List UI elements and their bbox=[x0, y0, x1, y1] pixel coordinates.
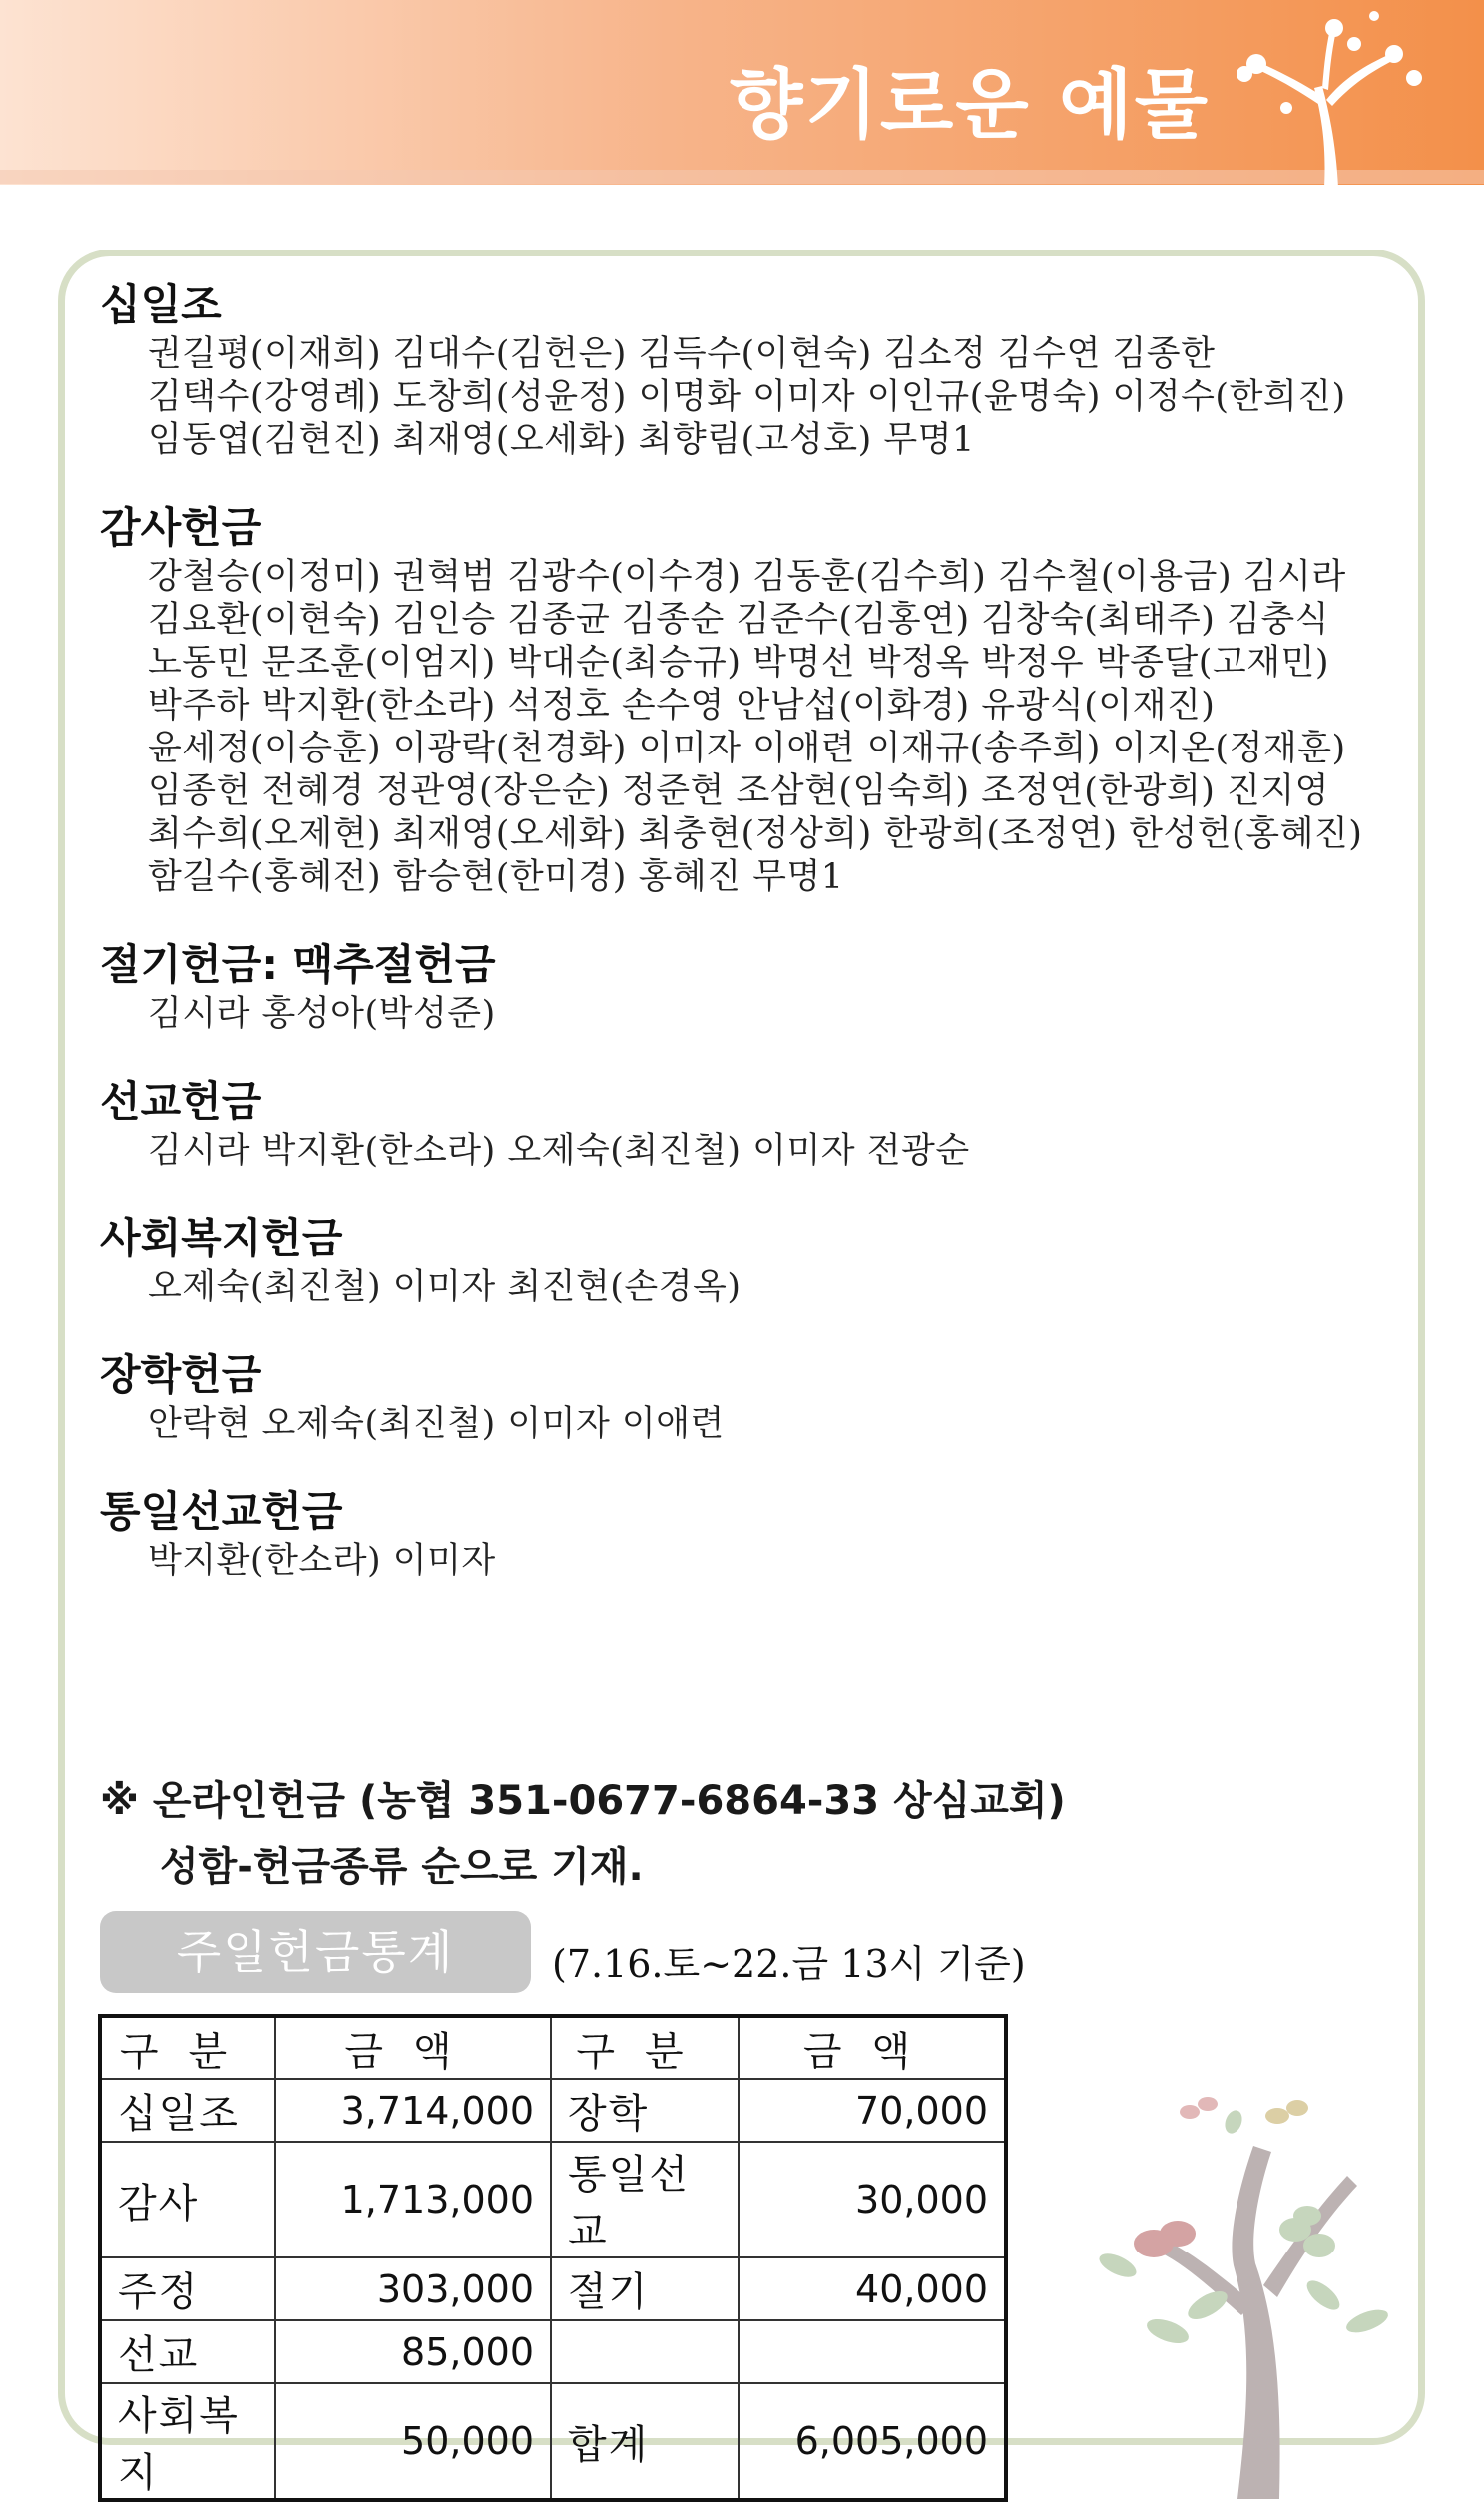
section-title: 사회복지헌금 bbox=[100, 1214, 343, 1262]
category-cell: 장학 bbox=[551, 2079, 739, 2142]
name-line: 오제숙(최진철) 이미자 최진현(손경옥) bbox=[148, 1267, 742, 1307]
tree-illustration-icon bbox=[1215, 8, 1444, 188]
section-scholarship bbox=[100, 1347, 1397, 1446]
table-row bbox=[100, 2079, 1006, 2142]
header-category: 구분 bbox=[551, 2016, 739, 2079]
amount-cell: 50,000 bbox=[275, 2383, 551, 2500]
stats-period: (7.16.토~22.금 13시 기준) bbox=[552, 1942, 1026, 1986]
header-amount: 금액 bbox=[275, 2016, 551, 2079]
section-title: 감사헌금 bbox=[100, 503, 262, 552]
section-title: 장학헌금 bbox=[100, 1350, 262, 1399]
amount-cell: 70,000 bbox=[739, 2079, 1006, 2142]
notice-line-account: ※ 온라인헌금 (농협 351-0677-6864-33 상심교회) bbox=[100, 1778, 1066, 1824]
category-cell: 주정 bbox=[100, 2257, 275, 2320]
name-line: 박지환(한소라) 이미자 bbox=[148, 1541, 496, 1581]
section-tithe bbox=[100, 277, 1397, 462]
corner-tree-illustration-icon bbox=[1058, 2036, 1484, 2499]
table-row bbox=[100, 2383, 1006, 2500]
stats-table bbox=[98, 2014, 1008, 2502]
online-offering-notice bbox=[100, 1768, 1397, 1900]
amount-cell: 40,000 bbox=[739, 2257, 1006, 2320]
section-seasonal bbox=[100, 937, 1397, 1036]
table-row bbox=[100, 2142, 1006, 2257]
category-cell: 사회복지 bbox=[100, 2383, 275, 2500]
section-title: 절기헌금: 맥추절헌금 bbox=[100, 940, 496, 989]
amount-cell: 1,713,000 bbox=[275, 2142, 551, 2257]
amount-cell: 6,005,000 bbox=[739, 2383, 1006, 2500]
header-category: 구분 bbox=[100, 2016, 275, 2079]
offering-list bbox=[100, 277, 1397, 1621]
section-unification-mission bbox=[100, 1484, 1397, 1583]
category-cell: 감사 bbox=[100, 2142, 275, 2257]
table-row bbox=[100, 2320, 1006, 2383]
section-title: 십일조 bbox=[100, 280, 222, 329]
name-line: 최수희(오제현) 최재영(오세화) 최충현(정상희) 한광희(조정연) 한성헌(홍혜진) bbox=[148, 814, 1363, 854]
section-title: 선교헌금 bbox=[100, 1077, 262, 1126]
name-line: 윤세정(이승훈) 이광락(천경화) 이미자 이애련 이재규(송주희) 이지온(정재훈) bbox=[148, 729, 1346, 768]
name-line: 김택수(강영례) 도창희(성윤정) 이명화 이미자 이인규(윤명숙) 이정수(한희진) bbox=[148, 377, 1346, 417]
amount-cell: 85,000 bbox=[275, 2320, 551, 2383]
amount-cell: 303,000 bbox=[275, 2257, 551, 2320]
section-welfare bbox=[100, 1211, 1397, 1309]
name-line: 임동엽(김현진) 최재영(오세화) 최향림(고성호) 무명1 bbox=[148, 420, 975, 460]
section-title: 통일선교헌금 bbox=[100, 1487, 343, 1536]
amount-cell bbox=[739, 2320, 1006, 2383]
category-cell bbox=[551, 2320, 739, 2383]
name-line: 노동민 문조훈(이엄지) 박대순(최승규) 박명선 박정옥 박정우 박종달(고재민) bbox=[148, 643, 1329, 683]
name-line: 안락현 오제숙(최진철) 이미자 이애련 bbox=[148, 1404, 725, 1444]
amount-cell: 30,000 bbox=[739, 2142, 1006, 2257]
name-line: 김요환(이현숙) 김인승 김종균 김종순 김준수(김홍연) 김창숙(최태주) 김충식 bbox=[148, 600, 1329, 640]
category-cell: 합계 bbox=[551, 2383, 739, 2500]
table-row bbox=[100, 2257, 1006, 2320]
name-line: 권길평(이재희) 김대수(김헌은) 김득수(이현숙) 김소정 김수연 김종한 bbox=[148, 334, 1216, 374]
amount-cell: 3,714,000 bbox=[275, 2079, 551, 2142]
category-cell: 선교 bbox=[100, 2320, 275, 2383]
name-line: 함길수(홍혜전) 함승현(한미경) 홍혜진 무명1 bbox=[148, 857, 844, 897]
name-line: 임종헌 전혜경 정관영(장은순) 정준현 조삼현(임숙희) 조정연(한광희) 진지영 bbox=[148, 771, 1329, 811]
name-line: 김시라 박지환(한소라) 오제숙(최진철) 이미자 전광순 bbox=[148, 1131, 970, 1171]
name-line: 박주하 박지환(한소라) 석정호 손수영 안남섭(이화경) 유광식(이재진) bbox=[148, 686, 1216, 726]
category-cell: 통일선교 bbox=[551, 2142, 739, 2257]
section-thanksgiving bbox=[100, 500, 1397, 899]
section-mission bbox=[100, 1074, 1397, 1173]
name-line: 김시라 홍성아(박성준) bbox=[148, 994, 496, 1034]
page-title: 향기로운 예물 bbox=[730, 60, 1210, 149]
table-header-row bbox=[100, 2016, 1006, 2079]
name-line: 강철승(이정미) 권혁범 김광수(이수경) 김동훈(김수희) 김수철(이용금) 김시라 bbox=[148, 557, 1346, 597]
header-amount: 금액 bbox=[739, 2016, 1006, 2079]
category-cell: 십일조 bbox=[100, 2079, 275, 2142]
stats-title-badge: 주일헌금통계 bbox=[100, 1911, 531, 1993]
notice-line-instruction: 성함-헌금종류 순으로 기재. bbox=[160, 1844, 644, 1890]
category-cell: 절기 bbox=[551, 2257, 739, 2320]
